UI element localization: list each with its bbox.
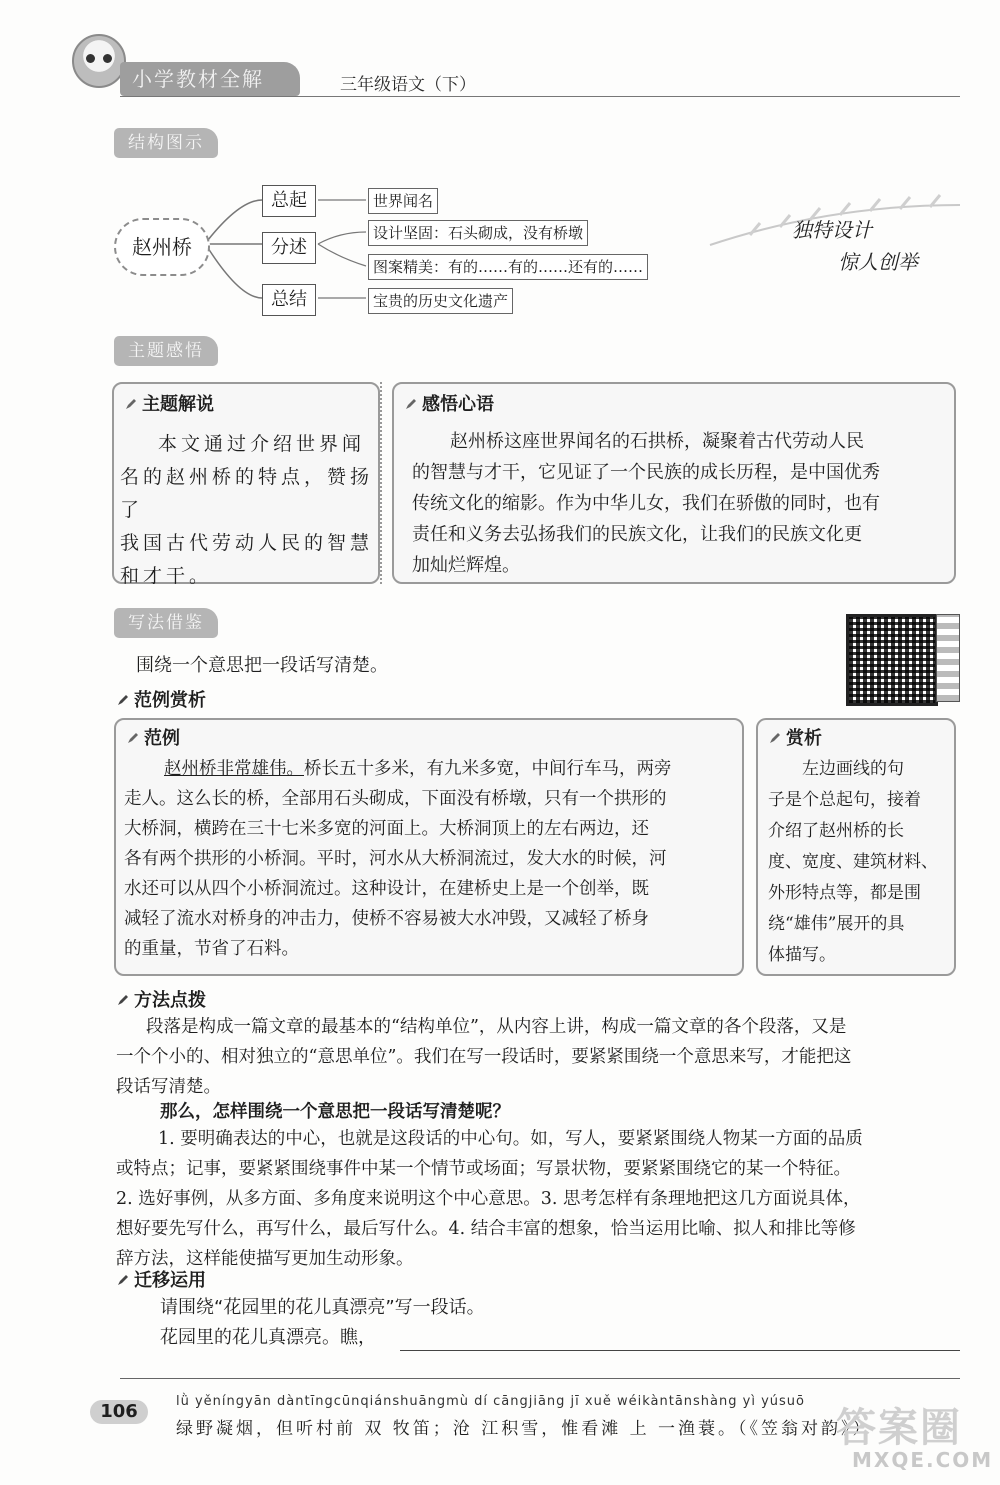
node-intro: 总起: [262, 185, 316, 217]
qr-side-label: [936, 614, 960, 702]
watermark-url: MXQE.COM: [852, 1448, 994, 1472]
insight-line: 责任和义务去弘扬我们的民族文化，让我们的民族文化更: [412, 524, 862, 545]
steps-body: [116, 1124, 964, 1274]
mascot-icon: [72, 34, 126, 88]
example-box-title-text: 范例: [144, 728, 180, 749]
transfer-task: 请围绕“花园里的花儿真漂亮”写一段话。: [160, 1297, 485, 1318]
page-number: 106: [90, 1400, 148, 1424]
analysis-box-title: [768, 724, 822, 750]
example-line: 水还可以从四个小桥洞流过。这种设计，在建桥史上是一个创举，既: [124, 879, 649, 899]
transfer-start: 花园里的花儿真漂亮。瞧，: [160, 1327, 376, 1348]
example-line: 减轻了流水对桥身的冲击力，使桥不容易被大水冲毁，又减轻了桥身: [124, 909, 649, 929]
pencil-icon: [404, 397, 418, 411]
pencil-icon: [126, 731, 140, 745]
grade-title: 三年级语文（下）: [340, 75, 476, 95]
example-line: 桥长五十多米，有九米多宽，中间行车马，两旁: [304, 759, 672, 779]
theme-line: 本文通过介绍世界闻: [158, 433, 366, 455]
example-heading-text: 范例赏析: [134, 690, 206, 711]
theme-box-title: [124, 390, 214, 416]
example-heading: [116, 686, 206, 712]
transfer-heading: [116, 1266, 206, 1292]
leaf-sturdy: 设计坚固：石头砌成，没有桥墩: [368, 220, 588, 246]
leaf-heritage: 宝贵的历史文化遗产: [368, 288, 513, 314]
theme-box: [112, 382, 380, 587]
insight-line: 加灿烂辉煌。: [412, 555, 520, 576]
node-detail: 分述: [262, 232, 316, 264]
brand-banner: 小学教材全解: [120, 62, 300, 96]
theme-box-body: [120, 428, 376, 593]
method-body: [116, 1012, 964, 1102]
leaf-pattern: 图案精美：有的……有的……还有的……: [368, 254, 648, 280]
example-line: 各有两个拱形的小桥洞。平时，河水从大桥洞流过，发大水的时候，河: [124, 849, 667, 869]
theme-line: 我国古代劳动人民的智慧: [120, 532, 374, 554]
theme-box-title-text: 主题解说: [142, 394, 214, 415]
analysis-line: 左边画线的句: [802, 759, 904, 779]
analysis-line: 外形特点等，都是围: [768, 883, 921, 903]
transfer-heading-text: 迁移运用: [134, 1270, 206, 1291]
insight-box-title-text: 感悟心语: [422, 394, 494, 415]
node-summary: 总结: [262, 284, 316, 316]
analysis-line: 体描写。: [768, 945, 836, 965]
pencil-icon: [116, 993, 130, 1007]
qr-code[interactable]: [846, 614, 938, 706]
method-line: 段话写清楚。: [116, 1077, 221, 1097]
example-line: 大桥洞，横跨在三十七米多宽的河面上。大桥洞顶上的左右两边，还: [124, 819, 649, 839]
method-line: 段落是构成一篇文章的最基本的“结构单位”，从内容上讲，构成一篇文章的各个段落，又是: [146, 1017, 847, 1037]
method-line: 一个个小的、相对独立的“意思单位”。我们在写一段话时，要紧紧围绕一个意思来写，才能把这: [116, 1047, 852, 1067]
insight-line: 赵州桥这座世界闻名的石拱桥，凝聚着古代劳动人民: [450, 431, 864, 452]
answer-line[interactable]: [120, 1378, 960, 1379]
steps-line: 或特点；记事，要紧紧围绕事件中某一个情节或场面；写景状物，要紧紧围绕它的某一个特征。: [116, 1159, 851, 1179]
example-box-title: [126, 724, 180, 750]
answer-line[interactable]: [400, 1350, 960, 1351]
theme-line: 名的赵州桥的特点，赞扬了: [120, 466, 374, 521]
pencil-icon: [768, 731, 782, 745]
steps-line: 想好要先写什么，再写什么，最后写什么。4. 结合丰富的想象，恰当运用比喻、拟人和排比等修: [116, 1219, 856, 1239]
example-line: 走人。这么长的桥，全部用石头砌成，下面没有桥墩，只有一个拱形的: [124, 789, 667, 809]
method-heading: [116, 986, 206, 1012]
theme-line: 和才干。: [120, 565, 213, 587]
example-line: 的重量，节省了石料。: [124, 939, 299, 959]
insight-line: 传统文化的缩影。作为中华儿女，我们在骄傲的同时，也有: [412, 493, 880, 514]
writing-intro: 围绕一个意思把一段话写清楚。: [136, 655, 388, 676]
analysis-line: 绕“雄伟”展开的具: [768, 914, 905, 934]
example-body: [124, 754, 740, 964]
header-divider: [120, 96, 960, 97]
method-question: 那么，怎样围绕一个意思把一段话写清楚呢？: [160, 1102, 510, 1122]
footer-pinyin: lǜ yěníngyān dàntīngcūnqiánshuāngmù dí cāngjiāng jī xuě wéikàntānshàng yì yúsuō: [176, 1394, 805, 1409]
pencil-icon: [116, 693, 130, 707]
method-heading-text: 方法点拨: [134, 990, 206, 1011]
section-tag-writing: 写法借鉴: [114, 608, 218, 638]
analysis-line: 介绍了赵州桥的长: [768, 821, 904, 841]
insight-line: 的智慧与才干，它见证了一个民族的成长历程，是中国优秀: [412, 462, 880, 483]
steps-line: 辞方法，这样能使描写更加生动形象。: [116, 1249, 414, 1269]
analysis-line: 度、宽度、建筑材料、: [768, 852, 938, 872]
analysis-box-title-text: 赏析: [786, 728, 822, 749]
example-line-first: [124, 754, 740, 784]
handwriting-innovation: 惊人创举: [838, 250, 918, 274]
leaf-famous: 世界闻名: [368, 188, 438, 214]
handwriting-design: 独特设计: [792, 218, 872, 242]
insight-box-title: [404, 390, 494, 416]
steps-line: 1. 要明确表达的中心，也就是这段话的中心句。如，写人，要紧紧围绕人物某一方面的品质: [158, 1129, 863, 1149]
section-tag-structure: 结构图示: [114, 128, 218, 158]
section-tag-theme: 主题感悟: [114, 336, 218, 366]
structure-root: 赵州桥: [114, 218, 210, 276]
steps-line: 2. 选好事例，从多方面、多角度来说明这个中心意思。3. 思考怎样有条理地把这几方面说具体，: [116, 1189, 861, 1209]
pencil-icon: [124, 397, 138, 411]
watermark-logo: 答案圈: [836, 1405, 962, 1451]
analysis-line: 子是个总起句，接着: [768, 790, 921, 810]
insight-box-body: [412, 426, 950, 581]
insight-box: [392, 382, 956, 584]
example-topic-sentence: 赵州桥非常雄伟。: [164, 759, 304, 779]
analysis-box: [756, 718, 956, 976]
pencil-icon: [116, 1273, 130, 1287]
analysis-body: [768, 754, 954, 971]
footer-poem: 绿野凝烟，但听村前 双 牧笛；沧 江积雪，惟看滩 上 一渔蓑。（《笠翁对韵》）: [176, 1419, 873, 1439]
example-box: [114, 718, 744, 976]
